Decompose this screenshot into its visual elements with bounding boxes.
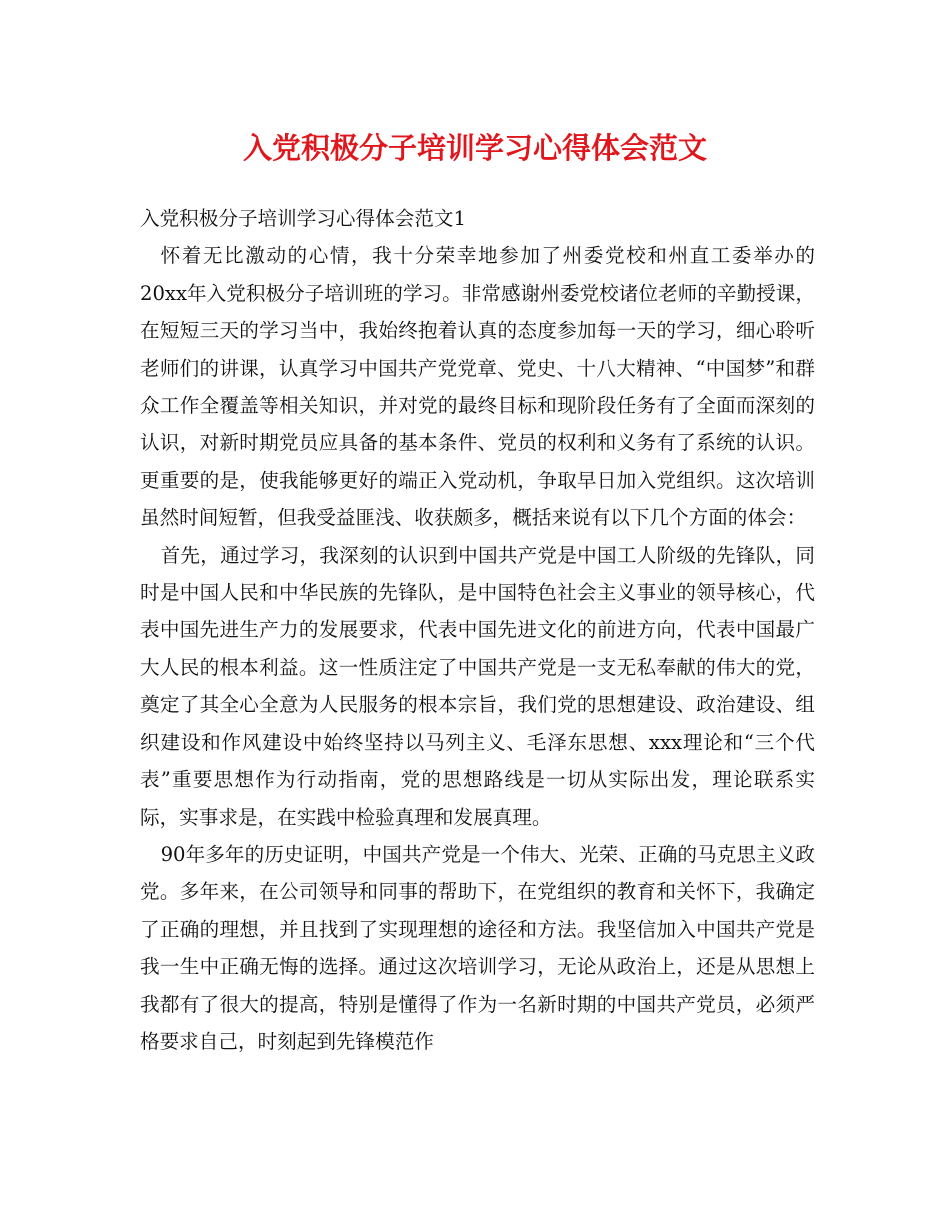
document-body [140,200,815,1060]
document-title: 入党积极分子培训学习心得体会范文 [242,131,707,165]
section-subtitle: 入党积极分子培训学习心得体会范文1 [140,207,466,230]
paragraph-3: 90年多年的历史证明，中国共产党是一个伟大、光荣、正确的马克思主义政党。多年来，在公司领导和同事的帮助下，在党组织的教育和关怀下，我确定了正确的理想，并且找到了实现理想的途径和方法。我坚信加入中国共产党是我一生中正确无悔的选择。通过这次培训学习，无论从政治上，还是从思想上我都有了很大的提高，特别是懂得了作为一名新时期的中国共产党员，必须严格要求自己，时刻起到先锋模范作 [140,842,815,1053]
paragraph-1: 怀着无比激动的心情，我十分荣幸地参加了州委党校和州直工委举办的20xx年入党积极分子培训班的学习。非常感谢州委党校诸位老师的辛勤授课，在短短三天的学习当中，我始终抱着认真的态度参加每一天的学习，细心聆听老师们的讲课，认真学习中国共产党党章、党史、十八大精神、“中国梦”和群众工作全覆盖等相关知识，并对党的最终目标和现阶段任务有了全面而深刻的认识，对新时期党员应具备的基本条件、党员的权利和义务有了系统的认识。更重要的是，使我能够更好的端正入党动机，争取早日加入党组织。这次培训虽然时间短暂，但我受益匪浅、收获颇多，概括来说有以下几个方面的体会： [140,244,815,530]
paragraph-2: 首先，通过学习，我深刻的认识到中国共产党是中国工人阶级的先锋队，同时是中国人民和中华民族的先锋队，是中国特色社会主义事业的领导核心，代表中国先进生产力的发展要求，代表中国先进文化的前进方向，代表中国最广大人民的根本利益。这一性质注定了中国共产党是一支无私奉献的伟大的党，奠定了其全心全意为人民服务的根本宗旨，我们党的思想建设、政治建设、组织建设和作风建设中始终坚持以马列主义、毛泽东思想、xxx理论和“三个代表”重要思想作为行动指南，党的思想路线是一切从实际出发，理论联系实际，实事求是，在实践中检验真理和发展真理。 [140,543,815,829]
